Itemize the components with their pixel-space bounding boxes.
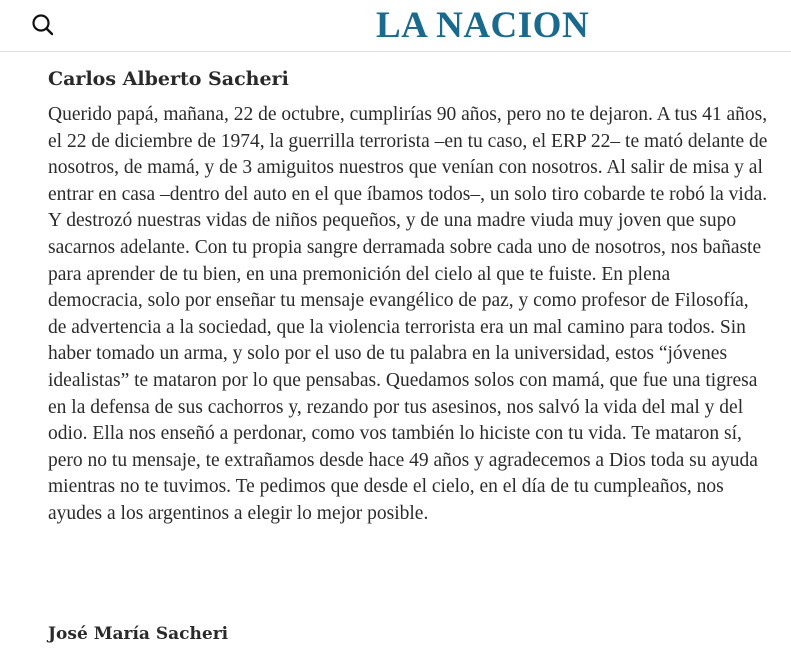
- letter-recipient-heading: Carlos Alberto Sacheri: [48, 68, 289, 90]
- letter-signature: José María Sacheri: [48, 624, 229, 644]
- search-icon: [28, 10, 58, 40]
- top-bar: [0, 0, 791, 52]
- letter-article: [48, 64, 768, 528]
- letter-body: Querido papá, mañana, 22 de octubre, cumplirías 90 años, pero no te dejaron. A tus 41 años, el 22 de diciembre de 1974, la guerrilla terrorista –en tu caso, el ERP 22– te mató delante de nosotros, de mamá, y de 3 amiguitos nuestros que venían con nosotros. Al salir de misa y al entrar en casa –dentro del auto en el que íbamos todos–, un solo tiro cobarde te robó la vida. Y destrozó nuestras vidas de niños pequeños, y de una madre viuda muy joven que supo sacarnos adelante. Con tu propia sangre derramada sobre cada uno de nosotros, nos bañaste para aprender de tu bien, en una premonición del cielo al que te fuiste. En plena democracia, solo por enseñar tu mensaje evangélico de paz, y como profesor de Filosofía, de advertencia a la sociedad, que la violencia terrorista era un mal camino para todos. Sin haber tomado un arma, y solo por el uso de tu palabra en la universidad, estos “jóvenes idealistas” te mataron por lo que pensabas. Quedamos solos con mamá, que fue una tigresa en la defensa de sus cachorros y, rezando por tus asesinos, nos salvó la vida del mal y del odio. Ella nos enseñó a perdonar, como vos también lo hiciste con tu vida. Te mataron sí, pero no tu mensaje, te extrañamos desde hace 49 años y agradecemos a Dios toda su ayuda mientras no te tuvimos. Te pedimos que desde el cielo, en el día de tu cumpleaños, nos ayudes a los argentinos a elegir lo mejor posible.: [48, 104, 768, 524]
- site-logo[interactable]: LA NACION: [376, 5, 590, 46]
- search-button[interactable]: [28, 10, 58, 40]
